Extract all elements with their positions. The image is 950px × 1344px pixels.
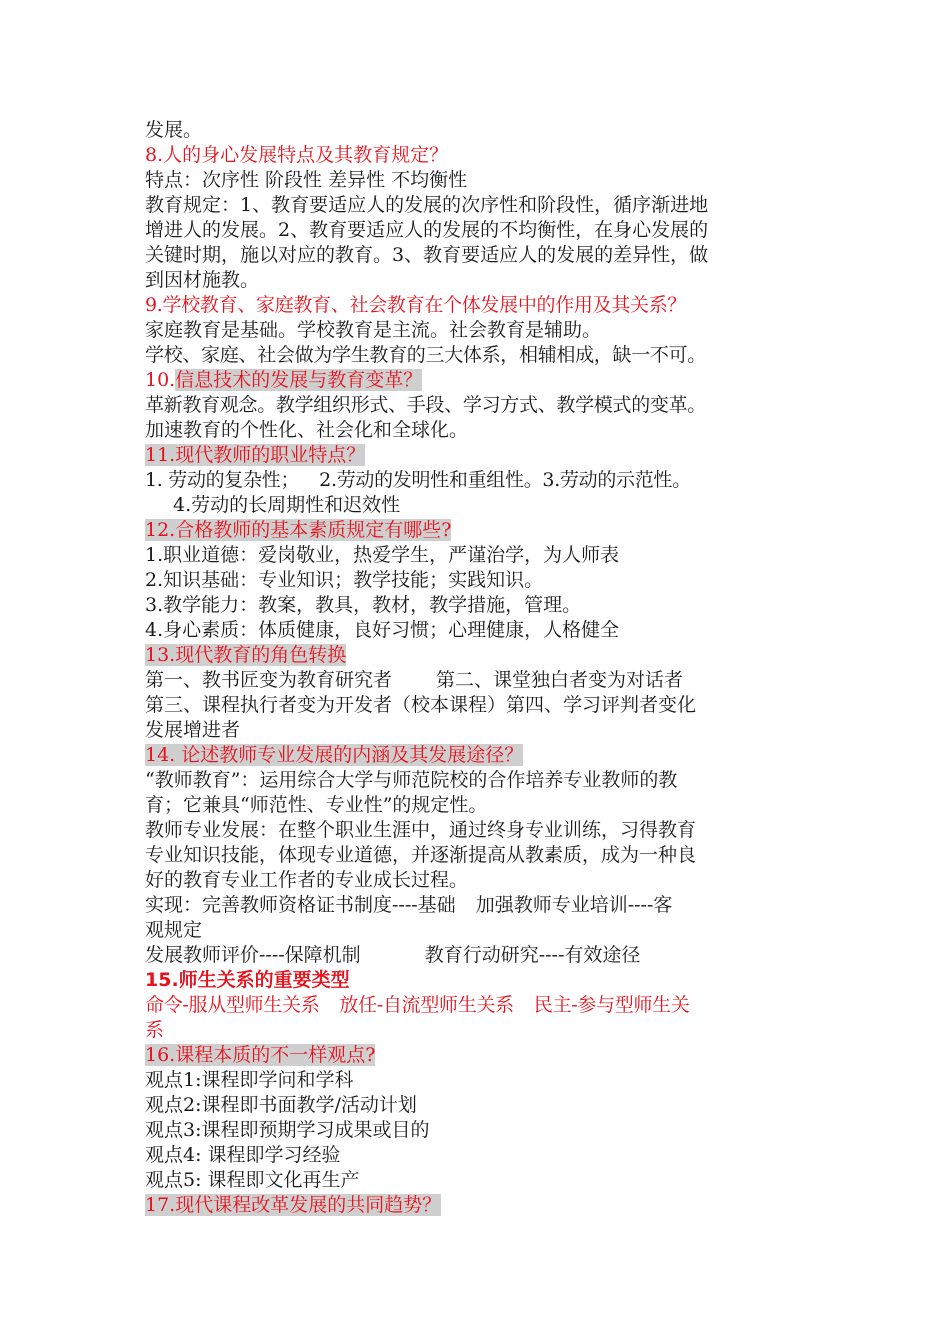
question-heading-9: 9.学校教育、家庭教育、社会教育在个体发展中的作用及其关系？ xyxy=(145,294,687,316)
answer-line: 到因材施教。 xyxy=(145,269,260,291)
answer-part: 发展教师评价----保障机制 xyxy=(145,944,361,966)
answer-line: 第三、课程执行者变为开发者（校本课程）第四、学习评判者变化 xyxy=(145,694,697,716)
answer-part: 第二、课堂独白者变为对话者 xyxy=(436,669,684,691)
question-heading-13 xyxy=(145,643,825,668)
answer-line: 4.身心素质：体质健康，良好习惯；心理健康，人格健全 xyxy=(145,619,620,641)
text-line: 发展。 xyxy=(145,119,203,141)
answer-part: 1. 劳动的复杂性； xyxy=(145,469,300,491)
highlighted-question: 11.现代教师的职业特点？ xyxy=(145,444,366,466)
answer-part: 第一、教书匠变为教育研究者 xyxy=(145,669,393,691)
answer-line: 1.职业道德：爱岗敬业，热爱学生，严谨治学，为人师表 xyxy=(145,544,620,566)
answer-line: 教育规定：1、教育要适应人的发展的次序性和阶段性，循序渐进地 xyxy=(145,194,709,216)
question-number: 10. xyxy=(145,369,176,391)
answer-line: 3.教学能力：教案，教具，教材，教学措施，管理。 xyxy=(145,594,582,616)
answer-part: 命令-服从型师生关系 xyxy=(145,994,320,1016)
answer-line: 加速教育的个性化、社会化和全球化。 xyxy=(145,419,469,441)
answer-line: 学校、家庭、社会做为学生教育的三大体系，相辅相成，缺一不可。 xyxy=(145,344,707,366)
answer-line: 2.知识基础：专业知识；教学技能；实践知识。 xyxy=(145,569,544,591)
answer-line xyxy=(145,468,825,493)
answer-line: 教师专业发展：在整个职业生涯中，通过终身专业训练，习得教育 xyxy=(145,819,697,841)
answer-line: 增进人的发展。2、教育要适应人的发展的不均衡性，在身心发展的 xyxy=(145,219,709,241)
answer-line: 特点：次序性 阶段性 差异性 不均衡性 xyxy=(145,169,468,191)
highlighted-question: 13.现代教育的角色转换 xyxy=(145,644,347,666)
document-page xyxy=(145,118,825,1218)
answer-line xyxy=(145,893,825,918)
answer-part: 加强教师专业培训----客 xyxy=(475,894,673,916)
answer-line: 4.劳动的长周期性和迟效性 xyxy=(173,494,401,516)
answer-part: 民主-参与型师生关 xyxy=(533,994,690,1016)
answer-line: 育；它兼具“师范性、专业性”的规定性。 xyxy=(145,794,488,816)
answer-part: 实现：完善教师资格证书制度----基础 xyxy=(145,894,456,916)
highlighted-question: 信息技术的发展与教育变革？ xyxy=(175,369,423,391)
answer-line: 观点4: 课程即学习经验 xyxy=(145,1144,341,1166)
question-heading-11 xyxy=(145,443,825,468)
answer-part: 教育行动研究----有效途径 xyxy=(424,944,641,966)
answer-line: 观点1:课程即学问和学科 xyxy=(145,1069,354,1091)
answer-line: 好的教育专业工作者的专业成长过程。 xyxy=(145,869,469,891)
answer-line xyxy=(145,993,825,1018)
answer-line: “教师教育”：运用综合大学与师范院校的合作培养专业教师的教 xyxy=(145,769,678,791)
answer-line: 观规定 xyxy=(145,919,203,941)
answer-line: 家庭教育是基础。学校教育是主流。社会教育是辅助。 xyxy=(145,319,602,341)
highlighted-question: 17.现代课程改革发展的共同趋势？ xyxy=(145,1194,442,1216)
question-heading-10 xyxy=(145,368,825,393)
answer-line xyxy=(145,943,825,968)
question-heading-14 xyxy=(145,743,825,768)
highlighted-question: 14. 论述教师专业发展的内涵及其发展途径？ xyxy=(145,744,524,766)
answer-part: 放任-自流型师生关系 xyxy=(339,994,514,1016)
answer-line: 革新教育观念。教学组织形式、手段、学习方式、教学模式的变革。 xyxy=(145,394,707,416)
answer-line: 专业知识技能，体现专业道德，并逐渐提高从教素质，成为一种良 xyxy=(145,844,697,866)
question-heading-15: 15.师生关系的重要类型 xyxy=(145,969,350,991)
answer-line: 系 xyxy=(145,1019,165,1041)
answer-line: 观点2:课程即书面教学/活动计划 xyxy=(145,1094,417,1116)
answer-part: 2.劳动的发明性和重组性。3.劳动的示范性。 xyxy=(319,469,691,491)
answer-line xyxy=(145,668,825,693)
answer-line: 观点5: 课程即文化再生产 xyxy=(145,1169,360,1191)
question-heading-8: 8.人的身心发展特点及其教育规定？ xyxy=(145,144,449,166)
question-heading-16 xyxy=(145,1043,825,1068)
answer-line: 观点3:课程即预期学习成果或目的 xyxy=(145,1119,430,1141)
answer-line: 发展增进者 xyxy=(145,719,241,741)
highlighted-question: 12.合格教师的基本素质规定有哪些? xyxy=(145,519,452,541)
answer-line: 关键时期，施以对应的教育。3、教育要适应人的发展的差异性，做 xyxy=(145,244,709,266)
question-heading-17 xyxy=(145,1193,825,1218)
question-heading-12 xyxy=(145,518,825,543)
highlighted-question: 16.课程本质的不一样观点? xyxy=(145,1044,376,1066)
